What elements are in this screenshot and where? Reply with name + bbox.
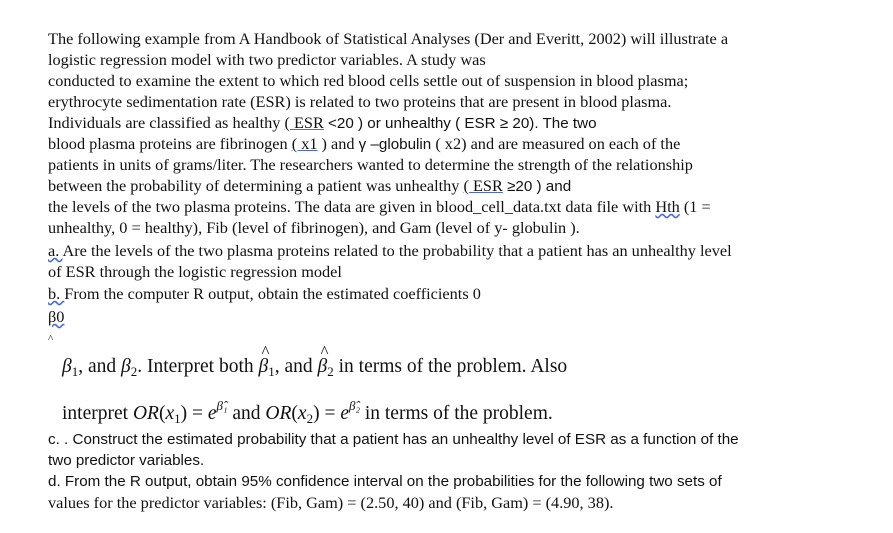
intro-line-6 — [48, 133, 680, 155]
question-b-line-1 — [48, 283, 481, 304]
intro-text: ≥20 ) and — [502, 178, 572, 195]
intro-line-9 — [48, 196, 711, 217]
question-c-line-2: two predictor variables. — [48, 452, 205, 469]
intro-text: (1 = — [679, 197, 711, 216]
question-d-line-1: d. From the R output, obtain 95% confidence interval on the probabilities for the following two sets of — [48, 473, 722, 490]
intro-text: the levels of the two plasma proteins. The data are given in blood_cell_data.txt data file with — [48, 197, 656, 216]
intro-text: blood plasma proteins are fibrinogen — [48, 134, 292, 153]
math-text: in terms of the problem. — [359, 403, 553, 424]
math-text: and — [227, 403, 266, 424]
intro-line-2: logistic regression model with two predictor variables. A study was — [48, 50, 486, 69]
caret-mark: ^ — [48, 333, 54, 345]
question-a-label: a. — [48, 241, 63, 260]
gamma-globulin: γ –globulin — [358, 136, 432, 153]
intro-line-7: patients in units of grams/liter. The researchers wanted to determine the strength of the relationship — [48, 155, 693, 174]
question-a-line-2: of ESR through the logistic regression model — [48, 262, 342, 281]
math-line-1: $\beta_1$, and $\beta_2$. Interpret both ^ $\beta_1$, and ^ $\beta_2$ in terms of the problem. Also — [62, 356, 567, 380]
question-c-line-1: c. . Construct the estimated probability that a patient has an unhealthy level of ESR as a function of the — [48, 431, 739, 448]
question-b-beta0 — [48, 306, 64, 327]
intro-text: Individuals are classified as healthy — [48, 113, 285, 132]
beta0-symbol: β0 — [48, 307, 65, 326]
intro-text: ) and — [317, 134, 359, 153]
esr-underlined: ( ESR — [463, 176, 503, 195]
intro-line-3: conducted to examine the extent to which red blood cells settle out of suspension in blood plasma; — [48, 71, 689, 90]
question-b-text: From the computer R output, obtain the estimated coefficients 0 — [64, 284, 481, 303]
math-text: , and — [274, 356, 318, 377]
intro-line-8 — [48, 175, 571, 197]
intro-line-10: unhealthy, 0 = healthy), Fib (level of fibrinogen), and Gam (level of y- globulin ). — [48, 218, 580, 237]
intro-text: between the probability of determining a patient was unhealthy — [48, 176, 464, 195]
question-b-label: b. — [48, 284, 65, 303]
math-text: , and — [78, 356, 121, 377]
question-d-line-2: values for the predictor variables: (Fib, Gam) = (2.50, 40) and (Fib, Gam) = (4.90, 38). — [48, 493, 614, 512]
math-text: in terms of the problem. Also — [333, 356, 568, 377]
math-text: . Interpret both — [137, 356, 259, 377]
math-text: interpret — [62, 403, 133, 424]
x1-underlined: ( x1 — [291, 134, 318, 153]
intro-line-1: The following example from A Handbook of Statistical Analyses (Der and Everitt, 2002) will illustrate a — [48, 29, 729, 48]
intro-text: <20 ) or unhealthy ( ESR ≥ 20). The two — [323, 115, 597, 132]
hth-squiggle: Hth — [655, 197, 680, 216]
question-a-text: Are the levels of the two plasma proteins related to the probability that a patient has an unhealthy level — [62, 241, 732, 260]
intro-line-4: erythrocyte sedimentation rate (ESR) is related to two proteins that are present in blood plasma. — [48, 92, 672, 111]
math-line-2: interpret $OR(x_1) = e^{\betâ_1}$ and $OR(x_2) = e^{\betâ_2}$ in terms of the problem. — [62, 398, 553, 426]
intro-line-5 — [48, 112, 597, 134]
question-a-line-1 — [48, 240, 732, 261]
intro-text: ( x2) and are measured on each of the — [431, 134, 681, 153]
esr-underlined: ( ESR — [284, 113, 324, 132]
